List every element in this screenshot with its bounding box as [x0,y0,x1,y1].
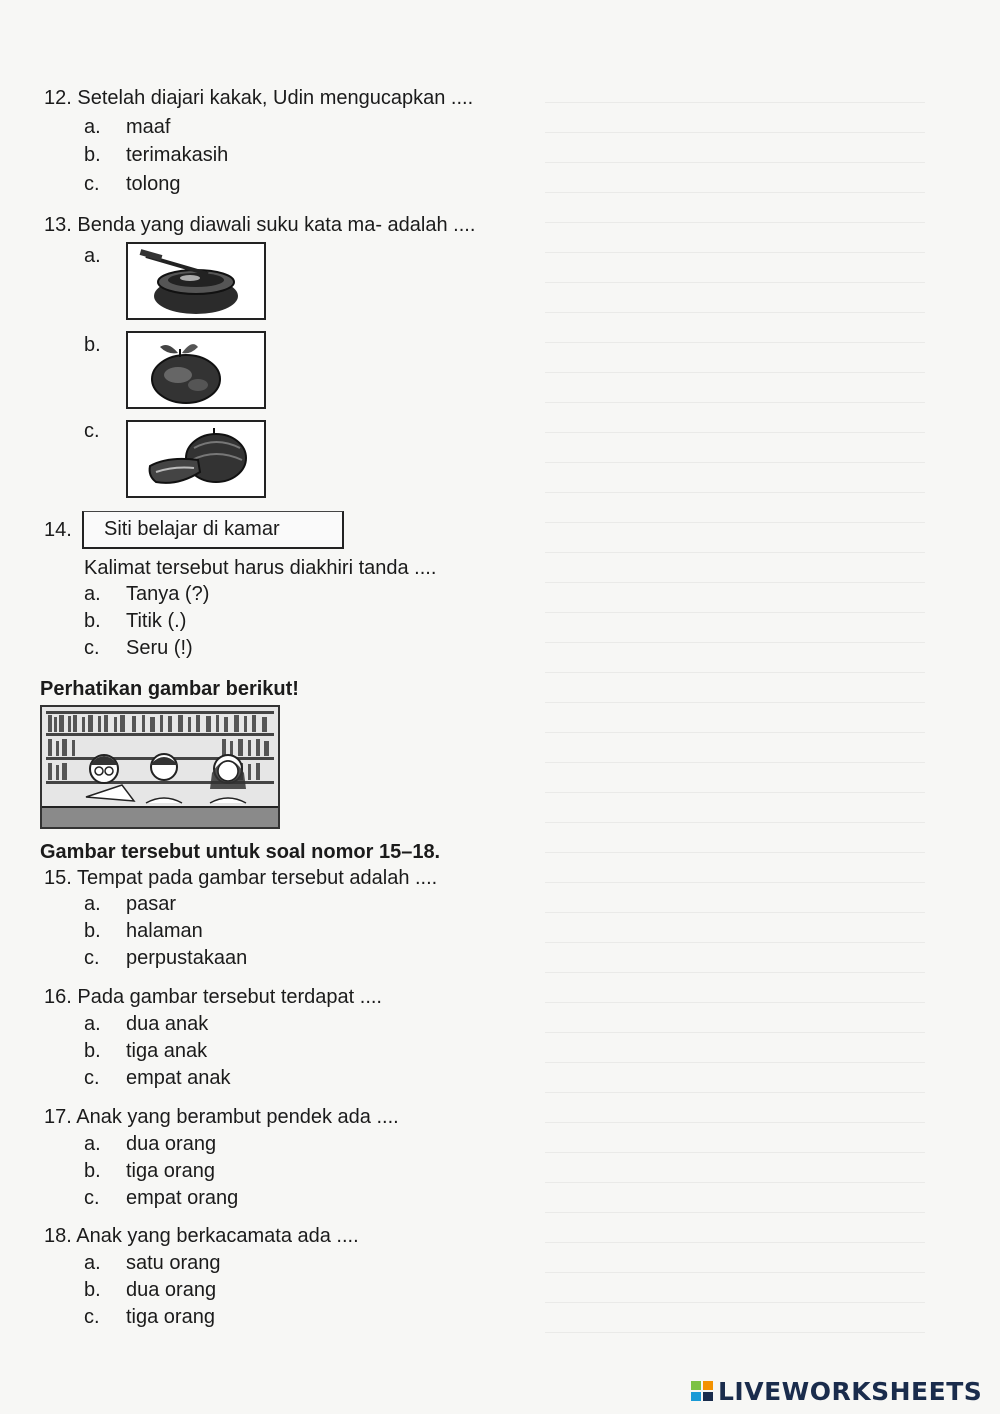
option-13b-letter: b. [84,334,101,356]
option-18c[interactable]: c. tiga orang [84,1306,215,1328]
option-18a[interactable]: a. satu orang [84,1252,221,1274]
option-16a[interactable]: a. dua anak [84,1013,209,1035]
option-12a[interactable]: a. maaf [84,116,171,138]
option-17b[interactable]: b. tiga orang [84,1160,215,1182]
option-14c[interactable]: c. Seru (!) [84,637,193,659]
section-heading: Perhatikan gambar berikut! [40,678,299,700]
option-18b[interactable]: b. dua orang [84,1279,217,1301]
option-12b[interactable]: b. terimakasih [84,144,229,166]
option-13b-picture[interactable] [126,331,266,409]
option-15a[interactable]: a. pasar [84,893,177,915]
honey-jar-icon [128,244,264,318]
question-17-text: 17. Anak yang berambut pendek ada .... [44,1106,399,1128]
liveworksheets-logo [690,1377,982,1405]
library-children-reading-illustration [42,707,278,827]
melon-slice-icon [128,422,264,496]
option-13a-picture[interactable] [126,242,266,320]
option-12c[interactable]: c. tolong [84,173,181,195]
sentence-box: Siti belajar di kamar [82,511,344,549]
option-17c[interactable]: c. empat orang [84,1187,239,1209]
question-16-text: 16. Pada gambar tersebut terdapat .... [44,986,382,1008]
question-14-number: 14. [44,519,72,541]
question-12-text: 12. Setelah diajari kakak, Udin mengucapkan .... [44,87,474,109]
option-13a-letter: a. [84,245,101,267]
option-16b[interactable]: b. tiga anak [84,1040,208,1062]
option-16c[interactable]: c. empat anak [84,1067,231,1089]
mango-fruit-icon [128,333,264,407]
question-14-text: Kalimat tersebut harus diakhiri tanda .... [84,557,437,579]
watermark-text: LIVEWORKSHEETS [718,1376,983,1406]
question-15-text: 15. Tempat pada gambar tersebut adalah .... [44,867,438,889]
question-13-text: 13. Benda yang diawali suku kata ma- adalah .... [44,214,476,236]
library-picture [40,705,280,829]
question-18-text: 18. Anak yang berkacamata ada .... [44,1225,359,1247]
option-14a[interactable]: a. Tanya (?) [84,583,210,605]
option-17a[interactable]: a. dua orang [84,1133,217,1155]
option-13c-picture[interactable] [126,420,266,498]
liveworksheets-logo-icon [690,1380,716,1402]
section-caption: Gambar tersebut untuk soal nomor 15–18. [40,841,441,863]
bleed-through-background [545,80,925,1350]
option-14b[interactable]: b. Titik (.) [84,610,187,632]
option-15c[interactable]: c. perpustakaan [84,947,248,969]
option-13c-letter: c. [84,420,100,442]
option-15b[interactable]: b. halaman [84,920,203,942]
